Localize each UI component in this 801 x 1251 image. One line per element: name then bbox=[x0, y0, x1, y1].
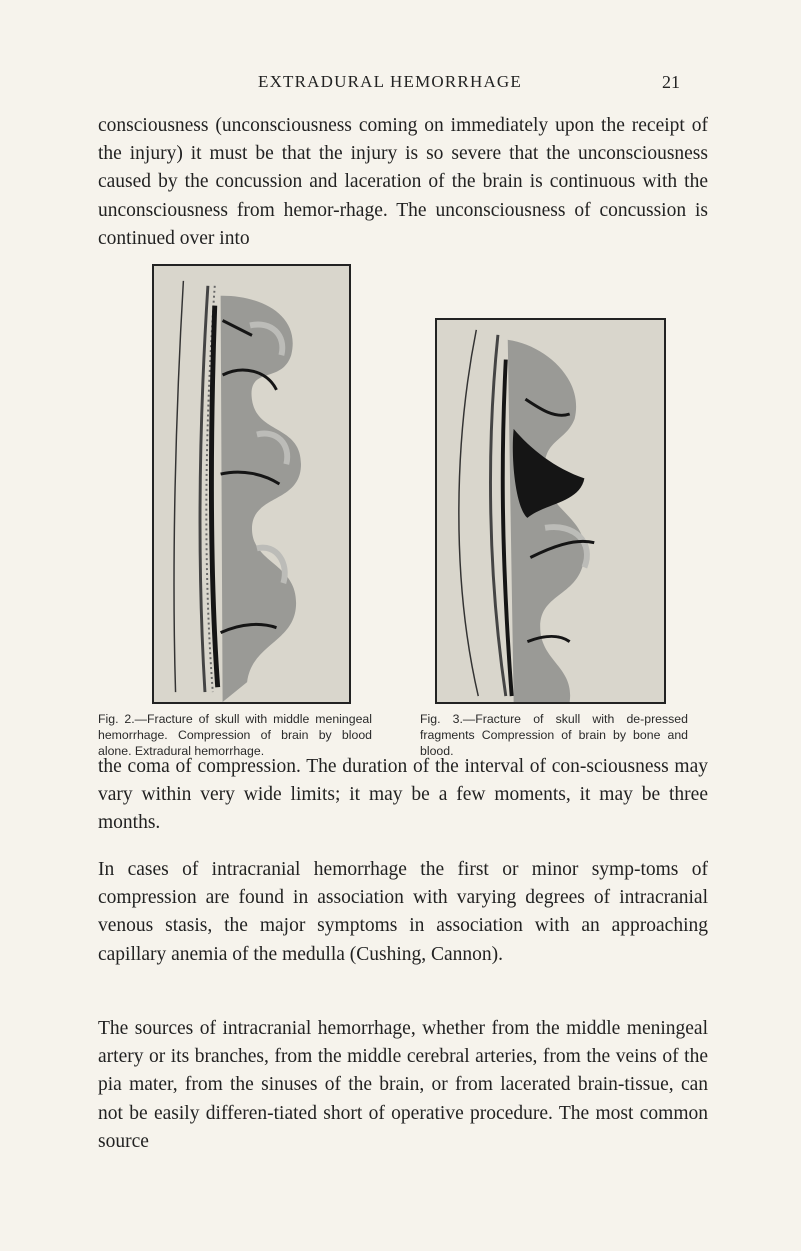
running-head bbox=[0, 72, 801, 96]
paragraph-4: The sources of intracranial hemorrhage, whether from the middle meningeal artery or its branches, from the middle cerebral arteries, from the veins of the pia mater, from the sinuses of the brain, or from lacerated brain-tissue, can not be easily differen-tiated short of operative procedure. The most common source bbox=[98, 1018, 708, 1152]
figure-2-caption: Fig. 2.—Fracture of skull with middle meningeal hemorrhage. Compression of brain by blood alone. Extradural hemorrhage. bbox=[98, 712, 372, 758]
page-number: 21 bbox=[662, 72, 680, 92]
paragraph-2: the coma of compression. The duration of the interval of con-sciousness may vary within very wide limits; it may be a few moments, it may be three months. bbox=[98, 756, 708, 834]
figure-3-caption: Fig. 3.—Fracture of skull with de-pressed fragments Compression of brain by bone and blood. bbox=[420, 712, 688, 758]
paragraph-1: consciousness (unconsciousness coming on immediately upon the receipt of the injury) it must be that the injury is so severe that the unconsciousness caused by the concussion and laceration of the brain is continuous with the unconsciousness from hemor-rhage. The unconsciousness of concussion is continued over into bbox=[98, 115, 708, 249]
figure-2-drawing bbox=[154, 266, 349, 702]
figure-2-illustration bbox=[152, 264, 351, 704]
figure-3-drawing bbox=[437, 320, 664, 702]
paragraph-3: In cases of intracranial hemorrhage the first or minor symp-toms of compression are found in association with varying degrees of intracranial venous stasis, the major symptoms in association with an approaching capillary anemia of the medulla (Cushing, Cannon). bbox=[98, 859, 708, 965]
figure-3-illustration bbox=[435, 318, 666, 704]
running-title: EXTRADURAL HEMORRHAGE bbox=[258, 72, 522, 91]
